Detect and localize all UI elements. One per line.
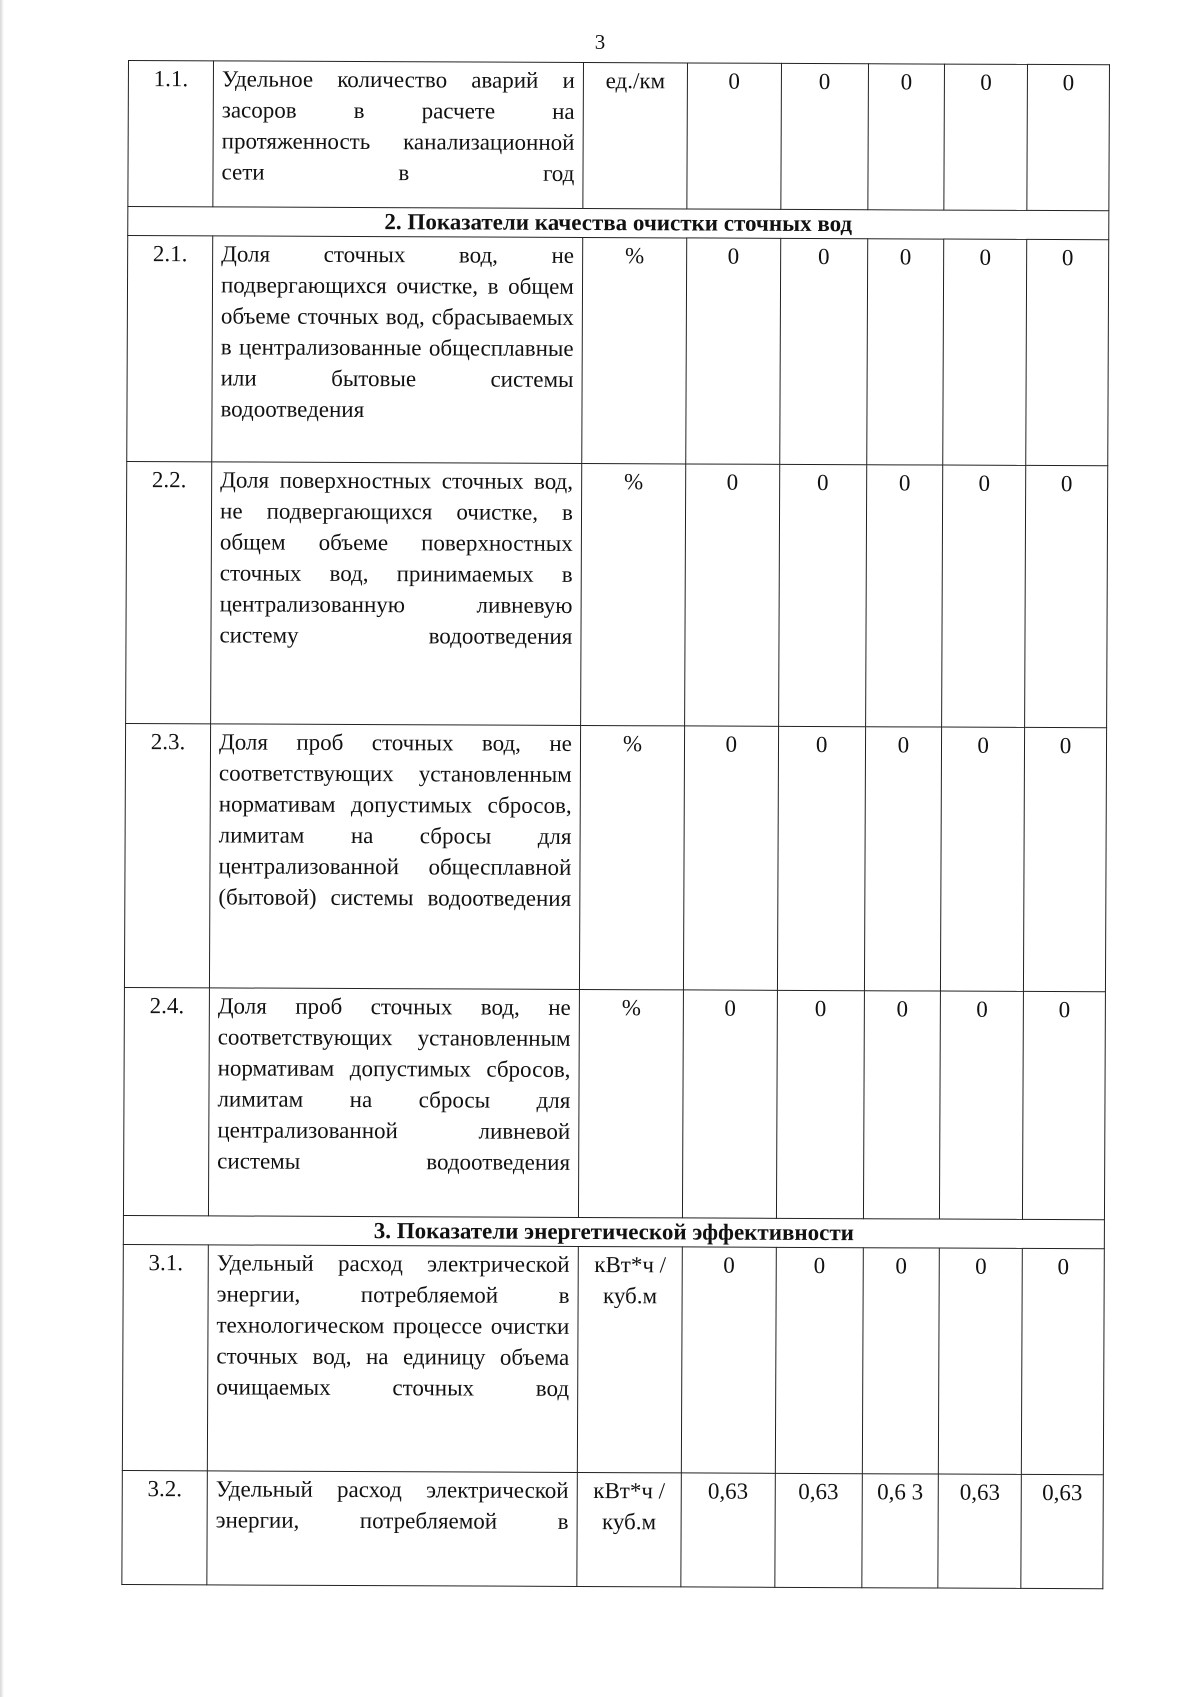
section-heading-row: [123, 1215, 1104, 1248]
page-number: 3: [594, 30, 606, 54]
row-description-text: Доля проб сточных вод, не соответствующих установленным нормативам допустимых сбросов, лимитам на сбросы для централизованной ливневой системы водоотведения: [217, 993, 571, 1175]
row-value-2: 0: [776, 990, 864, 1218]
section-heading: 2. Показатели качества очистки сточных вод: [128, 207, 1109, 240]
indicators-table: [121, 60, 1110, 1589]
row-description-text: Удельный расход электрической энергии, потребляемой в: [215, 1476, 569, 1534]
table-row: [127, 236, 1109, 466]
row-value-5: 0: [1023, 991, 1106, 1219]
row-value-5: 0: [1025, 465, 1108, 727]
row-value-2: 0: [777, 726, 865, 990]
row-value-2: 0,63: [774, 1473, 862, 1587]
row-description-text: Доля проб сточных вод, не соответствующих установленным нормативам допустимых сбросов, лимитам на сбросы для централизованной общесплавной (бытовой) системы водоотведения: [218, 729, 572, 911]
row-unit: %: [579, 725, 684, 989]
row-value-1: 0: [681, 1247, 776, 1473]
row-value-2: 0: [779, 238, 867, 464]
row-value-5: 0: [1021, 1248, 1104, 1474]
row-value-4: 0: [942, 465, 1026, 727]
indicators-sheet: [121, 60, 1110, 1589]
row-description-text: Доля сточных вод, не подвергающихся очистке, в общем объеме сточных вод, сбрасываемых в централизованные общесплавные или бытовые системы водоотведения: [220, 241, 575, 423]
row-value-5: 0: [1027, 64, 1110, 210]
row-value-1: 0: [683, 726, 778, 990]
row-description: [211, 462, 582, 726]
row-number: 2.2.: [126, 461, 212, 723]
table-row: [124, 723, 1106, 991]
row-value-3: 0: [868, 64, 945, 210]
table-row: [123, 987, 1105, 1219]
table-row: [122, 1470, 1103, 1588]
row-unit: %: [580, 463, 685, 725]
section-heading: 3. Показатели энергетической эффективности: [123, 1215, 1104, 1248]
table-row: [128, 61, 1110, 211]
row-value-2: 0: [780, 63, 868, 209]
row-unit: ед./км: [583, 62, 688, 208]
row-unit: кВт*ч /куб.м: [577, 1246, 682, 1472]
row-number: 2.3.: [124, 723, 210, 987]
row-value-4: 0: [939, 1248, 1023, 1474]
row-value-4: 0,63: [938, 1474, 1021, 1588]
row-number: 2.4.: [123, 987, 209, 1215]
row-value-3: 0: [864, 727, 942, 991]
row-value-3: 0: [866, 239, 944, 465]
row-value-4: 0: [941, 727, 1025, 991]
row-value-1: 0: [685, 464, 780, 726]
row-value-1: 0: [687, 63, 781, 209]
table-row: [126, 461, 1108, 727]
row-value-4: 0: [943, 239, 1027, 465]
row-description: [207, 1471, 577, 1587]
row-number: 2.1.: [127, 236, 213, 462]
row-value-3: 0: [865, 465, 943, 727]
row-number: 1.1.: [128, 61, 214, 207]
row-value-5: 0: [1024, 727, 1107, 991]
scan-edge: [0, 0, 4, 1697]
table-row: [122, 1244, 1104, 1474]
row-description-text: Удельное количество аварий и засоров в расчете на протяженность канализационной сети в год: [221, 66, 575, 186]
row-value-4: 0: [940, 991, 1024, 1219]
row-value-3: 0: [862, 1248, 940, 1474]
row-description: [213, 61, 583, 209]
row-unit: %: [578, 989, 683, 1217]
row-value-4: 0: [944, 64, 1028, 210]
row-value-3: 0: [863, 991, 941, 1219]
row-description-text: Удельный расход электрической энергии, потребляемой в технологическом процессе очистки сточных вод, на единицу объема очищаемых сточных вод: [216, 1250, 570, 1401]
section-heading-row: [128, 207, 1109, 240]
row-value-1: 0,63: [681, 1473, 775, 1587]
row-description: [208, 988, 579, 1218]
row-value-1: 0: [682, 990, 777, 1218]
row-value-5: 0,63: [1021, 1474, 1103, 1588]
row-unit: %: [582, 237, 687, 463]
row-value-2: 0: [778, 464, 866, 726]
row-number: 3.1.: [122, 1244, 208, 1470]
row-description: [207, 1245, 578, 1473]
row-description-text: Доля поверхностных сточных вод, не подвергающихся очистке, в общем объеме поверхностных сточных вод, принимаемых в централизованную ливневую систему водоотведения: [219, 467, 574, 649]
row-description: [212, 236, 583, 464]
row-description: [209, 724, 580, 990]
table-body: [122, 61, 1110, 1589]
row-value-5: 0: [1026, 239, 1109, 465]
row-number: 3.2.: [122, 1470, 208, 1584]
row-unit: кВт*ч /куб.м: [577, 1472, 682, 1586]
row-value-2: 0: [775, 1247, 863, 1473]
row-value-3: 0,6 3: [862, 1474, 939, 1588]
row-value-1: 0: [686, 238, 781, 464]
